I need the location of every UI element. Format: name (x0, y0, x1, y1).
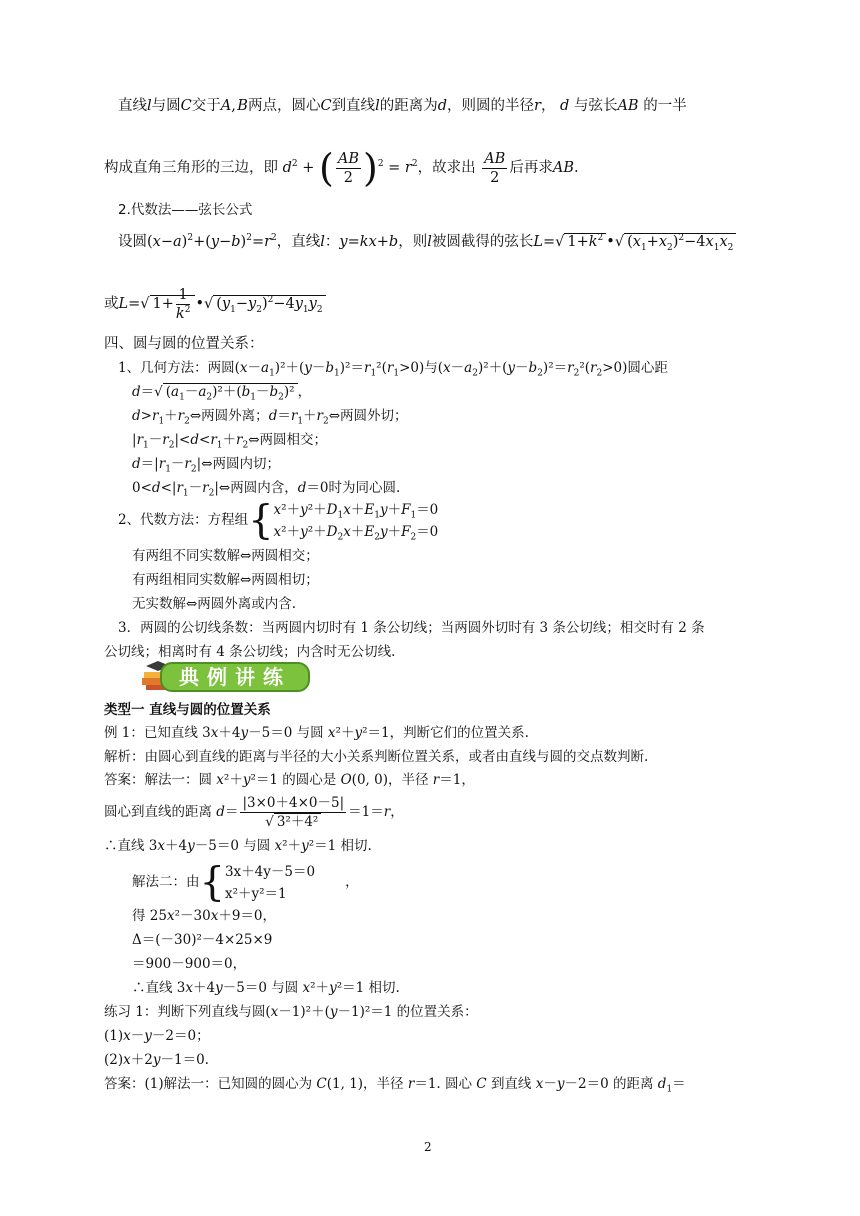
text: 或 (104, 296, 119, 312)
text: ，直线 (276, 234, 321, 250)
text: ＋9＝0， (218, 908, 277, 924)
discriminant-value: ＝900－900＝0， (132, 956, 247, 972)
text: ⇔两圆外离； (189, 408, 269, 424)
text: 的一半 (643, 98, 687, 114)
text: ＋4 (218, 725, 241, 741)
practice-1-question: 练习 1：判断下列直线与圆(x－1)²＋(y－1)²＝1 的位置关系： (104, 1004, 478, 1020)
text: 圆心到直线的距离 (104, 804, 212, 820)
text: 后再求 (509, 160, 553, 176)
text: ，则 (398, 234, 428, 250)
section-banner (140, 660, 310, 692)
distance-computation: 圆心到直线的距离 d＝ $\frac{|3\times 0+4\times 0-5|}{\text{√ 3²＋4²}}$ ＝1＝r， (104, 795, 404, 830)
text: 答案：(1)解法一：已知圆的圆心为 (104, 1076, 313, 1092)
text: －2＝0 的距离 (564, 1076, 654, 1092)
text: ⇔两圆相交； (248, 432, 328, 448)
section-algebraic-title: 2.代数法——弦长公式 (118, 202, 253, 218)
text: ，则圆的半径 (447, 98, 534, 114)
text: 与弦长 (573, 98, 618, 114)
text: ， (540, 98, 556, 114)
text: (2) (104, 1052, 124, 1068)
text: ∴直线 3 (104, 838, 158, 854)
text: 得 25 (132, 908, 167, 924)
text: ＝1 相切. (342, 980, 400, 996)
text: 到直线 (331, 98, 376, 114)
text: (1, 1)，半径 (326, 1076, 404, 1092)
text: 设圆 (118, 234, 147, 250)
text: 时为同心圆. (328, 480, 401, 496)
text: ⇔两圆外切； (328, 408, 408, 424)
text: (1) (104, 1028, 124, 1044)
text: －5＝0 与圆 (248, 725, 324, 741)
text: 例 1：已知直线 3 (104, 725, 211, 741)
discriminant: Δ＝(－30)²－4×25×9 (132, 932, 273, 948)
common-tangent-rule-cont: 公切线；相离时有 4 条公切线；内含时无公切线. (104, 644, 396, 660)
case-no-solution: 无实数解⇔两圆外离或内含. (132, 596, 297, 612)
text: 被圆截得的弦长 (431, 234, 534, 250)
practice-1-item-2: (2)x＋2y－1＝0. (104, 1052, 209, 1068)
fraction-numerator: |3×0＋4×0－5| (242, 795, 345, 811)
text: －1＝0. (160, 1052, 209, 1068)
algebraic-method: 2、代数方法：方程组{ $x^2+y^2+D_1x+E_1y+F_1=0$ $x^2+y^2+D_2x+E_2y+F_2=0$ (118, 497, 439, 544)
text: ＝1＝ (348, 804, 384, 820)
chord-length-formula-y: 或L=√ 1+ $\frac{1}{k^2}$ •√ $(y_1-y_2)^2-4y_1y_2$ (104, 284, 326, 324)
example-1-analysis: 解析：由圆心到直线的距离与半径的大小关系判断位置关系，或者由直线与圆的交点数判断. (104, 749, 649, 765)
banner-label: 典例讲练 (160, 662, 310, 692)
fraction-ab-over-2: $\frac{AB}{2}$ (484, 150, 506, 186)
example-1-answer: 答案：解法一：圆 x²＋y²＝1 的圆心是 O(0, 0)，半径 r＝1， (104, 772, 475, 788)
text: ⇔两圆内含， (218, 480, 298, 496)
page-number: 2 (424, 1140, 432, 1154)
geometric-method: 1、几何方法：两圆$(x-a_1)^2+(y-b_1)^2=r_1^2(r_1>0)$与$(x-a_2)^2+(y-b_2)^2=r_2^2(r_2>0)$圆心距 (118, 360, 668, 379)
equation-line: 3x＋4y－5＝0 (224, 863, 316, 880)
section-title-circle-circle: 四、圆与圆的位置关系： (104, 336, 264, 352)
text: ⇔两圆内切； (201, 456, 280, 472)
text: 圆心距 (627, 360, 668, 376)
center-distance-formula: d＝√ $(a_1-a_2)^2+(b_1-b_2)^2$ ， (132, 384, 312, 403)
common-tangent-rule: 3．两圆的公切线条数：当两圆内切时有 1 条公切线；当两圆外切时有 3 条公切线；相交时有 2 条 (118, 620, 705, 636)
case-contain: $0<d<|r_1-r_2|\Leftrightarrow$两圆内含，d＝0时为同心圆. (132, 480, 401, 499)
text: －30 (180, 908, 211, 924)
case-double-solution: 有两组相同实数解⇔两圆相切； (132, 572, 319, 588)
text: ＝1， (439, 772, 475, 788)
text: 到直线 (490, 1076, 532, 1092)
method-2-conclusion: ∴直线 3x＋4y－5＝0 与圆 x²＋y²＝1 相切. (132, 980, 400, 996)
text: 两点，圆心 (247, 98, 321, 114)
practice-1-item-1: (1)x－y－2＝0； (104, 1028, 210, 1044)
type-title: 类型一 直线与圆的位置关系 (104, 702, 271, 718)
text: 与 (424, 360, 438, 376)
case-external: $d>r_1+r_2\Leftrightarrow$两圆外离；$d=r_1+r_2\Leftrightarrow$两圆外切； (132, 408, 408, 427)
case-two-solutions: 有两组不同实数解⇔两圆相交； (132, 548, 319, 564)
text: 2、代数方法：方程组 (118, 512, 249, 528)
paragraph-pythagoras: 构成直角三角形的三边，即 $d^2$ + ( $\frac{AB}{2}$ )$^2 = r^2$，故求出 $\frac{AB}{2}$ 后再求AB. (104, 146, 579, 190)
text: 答案：解法一：圆 (104, 772, 212, 788)
text: 交于 (191, 98, 221, 114)
text: ＝1，判断它们的位置关系. (367, 725, 529, 741)
text: 练习 1：判断下列直线与圆 (104, 1004, 266, 1020)
text: ，故求出 (417, 160, 476, 176)
text: 构成直角三角形的三边，即 (104, 160, 278, 176)
text: ＝1. 圆心 (414, 1076, 472, 1092)
chord-length-formula: 设圆$(x-a)^2+(y-b)^2=r^2$，直线l：y=kx+b，则l被圆截得的弦长L=√ $1+k^2$ •√ $(x_1+x_2)^2-4x_1x_2$ (118, 232, 736, 252)
text: ＝1 的圆心是 (255, 772, 337, 788)
text: －2＝0； (151, 1028, 210, 1044)
practice-1-answer: 答案：(1)解法一：已知圆的圆心为 C(1, 1)，半径 r＝1. 圆心 C 到直线 x－y－2＝0 的距离 $d_1=$ (104, 1076, 686, 1095)
text: . (573, 160, 579, 176)
quadratic-result: 得 25x²－30x＋9＝0， (132, 908, 277, 924)
method-2-system: 解法二：由{ 3x＋4y－5＝0 x²＋y²＝1 ， (132, 859, 359, 906)
text: ＝1 的位置关系： (370, 1004, 478, 1020)
text: 直线 (118, 98, 147, 114)
text: 与圆 (151, 98, 181, 114)
text: (0, 0)，半径 (351, 772, 429, 788)
text: 的距离为 (379, 98, 438, 114)
paragraph-geometric: 直线l与圆C交于A, B两点，圆心C到直线l的距离为d，则圆的半径r， d 与弦长AB 的一半 (118, 98, 687, 114)
fraction-denominator: 3²＋4² (274, 813, 322, 830)
case-internal-tangent: $d=|r_1-r_2|\Leftrightarrow$两圆内切； (132, 456, 280, 475)
text: 1、几何方法：两圆 (118, 360, 235, 376)
text: ∴直线 3 (132, 980, 186, 996)
example-1-question: 例 1：已知直线 3x＋4y－5＝0 与圆 x²＋y²＝1，判断它们的位置关系. (104, 725, 529, 741)
text: 解法二：由 (132, 874, 200, 890)
conclusion-tangent: ∴直线 3x＋4y－5＝0 与圆 x²＋y²＝1 相切. (104, 838, 372, 854)
equation-line: x²＋y²＝1 (224, 885, 287, 902)
text: ＝1 相切. (314, 838, 372, 854)
case-intersect: $|r_1-r_2|<d<r_1+r_2\Leftrightarrow$两圆相交； (132, 432, 328, 451)
text: ： (324, 234, 340, 250)
fraction-ab-over-2: $\frac{AB}{2}$ (337, 150, 359, 186)
